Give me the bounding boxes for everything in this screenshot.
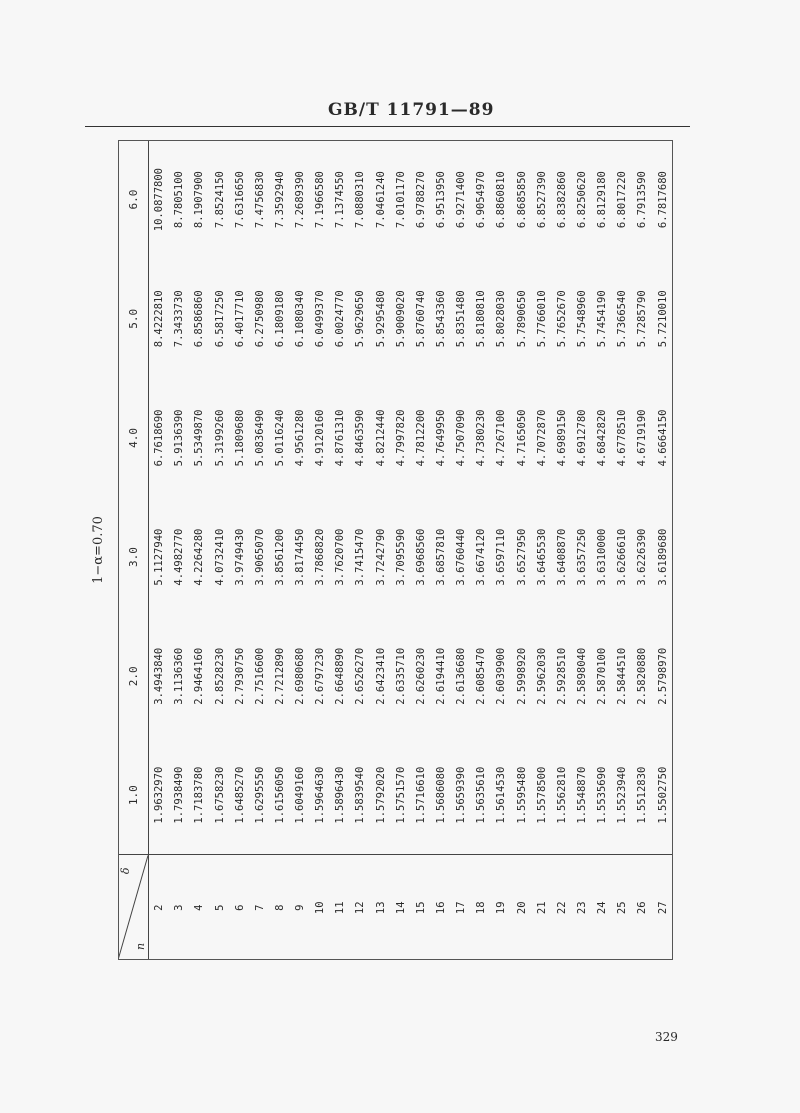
table-cell: 6.7913590 [636,171,649,229]
table-cell: 1.5523940 [616,766,629,824]
table-cell: 2.5798970 [656,647,669,705]
table-cell: 7.3592940 [273,171,286,229]
row-n-cell: 10 [310,855,330,960]
table-cell: 6.9054970 [475,171,488,229]
table-cell: 2.8528230 [213,647,226,705]
delta-label: δ [119,867,132,875]
table-cell: 7.1966580 [314,171,327,229]
table-cell: 3.6760440 [455,528,468,586]
table-cell: 2.5962030 [535,647,548,705]
table-cell: 4.7649950 [435,409,448,467]
table-cell: 7.3433730 [173,290,186,348]
table-cell: 1.7938490 [173,766,186,824]
table-cell: 4.8212440 [374,409,387,467]
table-cell: 5.9009020 [394,290,407,348]
table-cell: 1.5614530 [495,766,508,824]
table-row [209,140,229,960]
row-n-cell: 25 [612,855,632,960]
table-cell: 6.8250620 [576,171,589,229]
row-n-cell: 6 [230,855,250,960]
row-n-cell: 24 [592,855,612,960]
table-cell: 8.1907900 [193,171,206,229]
table-cell: 6.8586860 [193,290,206,348]
table-cell: 2.6260230 [414,647,427,705]
table-cell: 3.4943840 [153,647,166,705]
table-row [491,140,511,960]
table-cell: 5.8180810 [475,290,488,348]
table-cell: 4.7812200 [414,409,427,467]
table-cell: 1.5548870 [576,766,589,824]
column-header: 5.0 [118,259,149,378]
table-cell: 4.6778510 [616,409,629,467]
table-cell: 4.8761310 [334,409,347,467]
table-cell: 6.7817680 [656,171,669,229]
table-cell: 3.1136360 [173,647,186,705]
table-cell: 7.0461240 [374,171,387,229]
table-cell: 2.6648890 [334,647,347,705]
table-cell: 5.8543360 [435,290,448,348]
table-cell: 6.8017220 [616,171,629,229]
row-n-cell: 5 [209,855,229,960]
table-cell: 6.1809180 [273,290,286,348]
table-cell: 1.6049160 [294,766,307,824]
table-cell: 5.8028030 [495,290,508,348]
table-row [330,140,350,960]
table-cell: 6.9788270 [414,171,427,229]
table-cell: 5.3199260 [213,409,226,467]
table-cell: 6.5817250 [213,290,226,348]
table-cell: 5.7285790 [636,290,649,348]
table-caption: 1−α=0.70 [91,516,106,584]
row-n-cell: 12 [350,855,370,960]
table-cell: 5.0836490 [253,409,266,467]
table-cell: 7.6316650 [233,171,246,229]
table-row [149,140,170,960]
table-row [169,140,189,960]
table-cell: 3.6465530 [535,528,548,586]
table-cell: 1.9632970 [153,766,166,824]
row-n-cell: 19 [491,855,511,960]
table-cell: 1.5562810 [555,766,568,824]
table-cell: 6.8382860 [555,171,568,229]
table-cell: 1.5751570 [394,766,407,824]
column-header: 4.0 [118,378,149,497]
row-n-cell: 8 [270,855,290,960]
table-cell: 4.4982770 [173,528,186,586]
table-cell: 6.8129180 [596,171,609,229]
table-row [451,140,471,960]
table-cell: 1.5659390 [455,766,468,824]
table-cell: 2.7212890 [273,647,286,705]
table-cell: 7.2689390 [294,171,307,229]
table-cell: 3.9749430 [233,528,246,586]
table-cell: 6.8685850 [515,171,528,229]
table-row [532,140,552,960]
row-n-cell: 26 [632,855,652,960]
table-cell: 5.7454190 [596,290,609,348]
table-cell: 2.5998920 [515,647,528,705]
table-cell: 5.0116240 [273,409,286,467]
row-n-cell: 13 [371,855,391,960]
table-cell: 5.8760740 [414,290,427,348]
table-cell: 6.0024770 [334,290,347,348]
table-cell: 6.1080340 [294,290,307,348]
table-cell: 1.5792020 [374,766,387,824]
table-cell: 2.5870100 [596,647,609,705]
table-cell: 4.6842820 [596,409,609,467]
table-cell: 4.6719190 [636,409,649,467]
table-cell: 2.5928510 [555,647,568,705]
table-cell: 2.7930750 [233,647,246,705]
page-number: 329 [655,1030,678,1044]
table-row [471,140,491,960]
table-cell: 3.8174450 [294,528,307,586]
table-row [391,140,411,960]
table-cell: 7.0880310 [354,171,367,229]
table-cell: 1.5535690 [596,766,609,824]
table-cell: 5.7890650 [515,290,528,348]
table-cell: 4.7165050 [515,409,528,467]
table-cell: 1.6758230 [213,766,226,824]
row-n-cell: 15 [411,855,431,960]
table-row [290,140,310,960]
table-row [350,140,370,960]
column-header: 3.0 [118,498,149,617]
table-cell: 7.8524150 [213,171,226,229]
row-n-cell: 17 [451,855,471,960]
table-cell: 6.2750980 [253,290,266,348]
table-row [270,140,290,960]
table-cell: 6.0499370 [314,290,327,348]
table-row [411,140,431,960]
table-cell: 3.7095590 [394,528,407,586]
table-cell: 2.6136680 [455,647,468,705]
table-cell: 4.2264280 [193,528,206,586]
table-cell: 4.6912780 [576,409,589,467]
table-cell: 2.6797230 [314,647,327,705]
table-cell: 2.6085470 [475,647,488,705]
table-row [189,140,209,960]
table-cell: 8.7805100 [173,171,186,229]
row-n-cell: 9 [290,855,310,960]
table-cell: 1.5502750 [656,766,669,824]
table-cell: 3.6674120 [475,528,488,586]
table-cell: 4.7267100 [495,409,508,467]
table-cell: 4.8463590 [354,409,367,467]
table-cell: 5.7210010 [656,290,669,348]
table-cell: 7.4756830 [253,171,266,229]
table-cell: 6.4017710 [233,290,246,348]
table-cell: 4.9561280 [294,409,307,467]
table-cell: 6.8860810 [495,171,508,229]
table-body [149,140,674,960]
table-cell: 5.1127940 [153,528,166,586]
row-n-cell: 11 [330,855,350,960]
table-cell: 3.6310000 [596,528,609,586]
table-cell: 1.5716610 [414,766,427,824]
table-cell: 2.6039900 [495,647,508,705]
table-cell: 1.6295550 [253,766,266,824]
table-cell: 3.6357250 [576,528,589,586]
table-row [250,140,270,960]
table-cell: 3.6408870 [555,528,568,586]
table-cell: 4.0732410 [213,528,226,586]
table-cell: 6.8527390 [535,171,548,229]
row-n-cell: 7 [250,855,270,960]
table-cell: 3.7242790 [374,528,387,586]
row-n-cell: 4 [189,855,209,960]
table-cell: 1.5595480 [515,766,528,824]
row-n-cell: 22 [552,855,572,960]
row-n-cell: 20 [512,855,532,960]
table-cell: 5.1809680 [233,409,246,467]
row-n-cell: 27 [653,855,673,960]
table-cell: 3.6597110 [495,528,508,586]
table-cell: 3.6968560 [414,528,427,586]
table-cell: 2.5820880 [636,647,649,705]
table-cell: 5.7766010 [535,290,548,348]
table-row [371,140,391,960]
table-cell: 3.6527950 [515,528,528,586]
table-cell: 1.5896430 [334,766,347,824]
table-cell: 6.7618690 [153,409,166,467]
page-header-title: GB/T 11791—89 [328,100,495,120]
table-cell: 1.7183780 [193,766,206,824]
table-cell: 3.7620700 [334,528,347,586]
column-header: 1.0 [118,736,149,855]
table-cell: 3.6266610 [616,528,629,586]
table-cell: 4.7380230 [475,409,488,467]
table-cell: 1.5578500 [535,766,548,824]
table-cell: 2.6980680 [294,647,307,705]
column-header: 6.0 [118,140,149,259]
table-cell: 10.0877800 [153,168,166,232]
table-row [310,140,330,960]
table-cell: 1.5964630 [314,766,327,824]
table-cell: 2.6335710 [394,647,407,705]
table-cell: 2.5844510 [616,647,629,705]
row-n-cell: 21 [532,855,552,960]
table-row [512,140,532,960]
table-cell: 5.5349870 [193,409,206,467]
table-cell: 7.1374550 [334,171,347,229]
table-cell: 5.8351480 [455,290,468,348]
column-header: 2.0 [118,617,149,736]
data-table [118,140,673,960]
table-row [592,140,612,960]
table-cell: 4.9120160 [314,409,327,467]
table-row [230,140,250,960]
table-cell: 5.9295480 [374,290,387,348]
table-cell: 5.7548960 [576,290,589,348]
table-cell: 3.6189680 [656,528,669,586]
table-cell: 4.7072870 [535,409,548,467]
table-cell: 1.5839540 [354,766,367,824]
table-cell: 5.9136390 [173,409,186,467]
table-row [632,140,652,960]
row-n-cell: 14 [391,855,411,960]
table-cell: 5.7652670 [555,290,568,348]
table-row [653,140,673,960]
header-rule [85,126,690,127]
corner-header-cell [118,855,149,960]
table-cell: 1.5635610 [475,766,488,824]
table-cell: 3.7415470 [354,528,367,586]
table-cell: 5.9629650 [354,290,367,348]
row-n-cell: 18 [471,855,491,960]
table-cell: 2.6194410 [435,647,448,705]
table-cell: 2.5898040 [576,647,589,705]
table-cell: 7.0101170 [394,171,407,229]
table-cell: 2.6423410 [374,647,387,705]
table-row [431,140,451,960]
row-n-cell: 16 [431,855,451,960]
row-n-cell: 23 [572,855,592,960]
table-cell: 3.8561200 [273,528,286,586]
n-label: n [134,942,147,950]
table-row [552,140,572,960]
table-cell: 3.7868820 [314,528,327,586]
table-row [612,140,632,960]
table-cell: 3.6857810 [435,528,448,586]
table-cell: 3.9065070 [253,528,266,586]
table-cell: 5.7366540 [616,290,629,348]
table-cell: 2.6526270 [354,647,367,705]
table-cell: 2.9464160 [193,647,206,705]
rotated-table-region [91,140,673,960]
table-cell: 4.6989150 [555,409,568,467]
table-cell: 4.7997820 [394,409,407,467]
row-n-cell: 2 [149,855,170,960]
table-cell: 4.6664150 [656,409,669,467]
table-cell: 6.9271400 [455,171,468,229]
table-cell: 1.5686080 [435,766,448,824]
table-cell: 8.4222810 [153,290,166,348]
table-cell: 1.5512830 [636,766,649,824]
row-n-cell: 3 [169,855,189,960]
table-cell: 1.6485270 [233,766,246,824]
table-cell: 6.9513950 [435,171,448,229]
table-header-row [118,140,149,960]
table-row [572,140,592,960]
table-cell: 2.7516600 [253,647,266,705]
table-cell: 3.6226390 [636,528,649,586]
table-cell: 1.6156050 [273,766,286,824]
table-cell: 4.7507090 [455,409,468,467]
